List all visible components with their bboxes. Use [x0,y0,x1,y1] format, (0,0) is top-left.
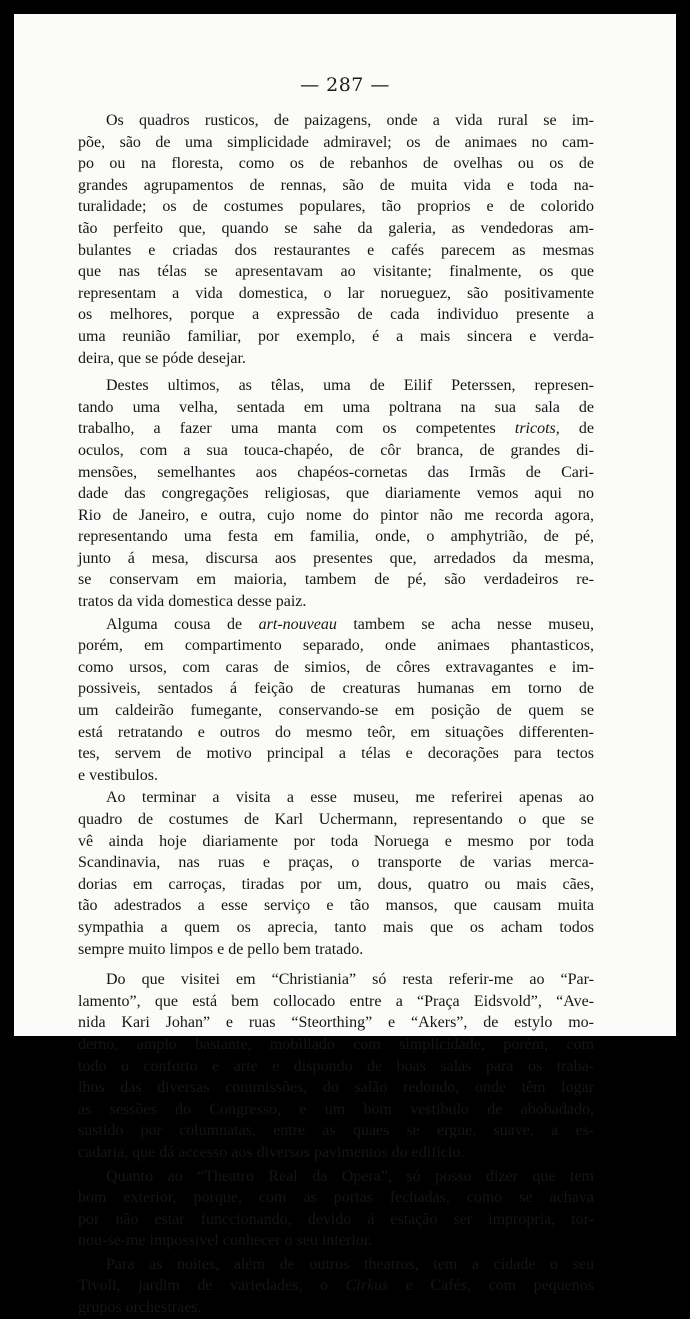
text-line: Os quadros rusticos, de paizagens, onde a vida rural se im- [106,112,594,129]
paragraph [78,1166,594,1252]
text-line: tão adestrados a esse serviço e tão mansos, que causam muita [78,897,594,915]
paragraph [78,787,594,960]
text-line: grandes agrupamentos de rennas, são de muita vida e toda na- [78,176,594,194]
text-line: derno, amplo bastante, mobiliado com simplicidade, porém, com [78,1035,594,1053]
text-line: tando uma velha, sentada em uma poltrana na sua sala de [78,398,594,416]
text-line: bulantes e criadas dos restaurantes e cafés parecem as mesmas [78,241,594,259]
body-text [78,110,594,1319]
text-line: sympathia a quem os aprecia, tanto mais que os acham todos [78,918,594,936]
text-line: oculos, com a sua touca-chapéo, de côr branca, de grandes di- [78,441,594,459]
text-line: os melhores, porque a expressão de cada individuo presente a [78,306,594,324]
text-line: Do que visitei em “Christiania” só resta referir-me ao “Par- [106,971,594,989]
text-line: as sessões do Congresso, e um bom vestibulo de abobadado, [78,1100,594,1118]
text-line: tão perfeito que, quando se sahe da galeria, as vendedoras am- [78,219,594,237]
text-line: junto á mesa, discursa aos presentes que, arredados da mesma, [78,549,594,567]
text-line: Scandinavia, nas ruas e praças, o transporte de varias merca- [78,854,594,872]
text-line: dade das congregações religiosas, que diariamente vemos aqui no [78,485,594,503]
text-line: Quanto ao “Theatro Real da Opera”, só posso dizer que tem [106,1167,594,1185]
text-line: porém, em compartimento separado, onde animaes phantasticos, [78,637,594,655]
text-line: uma reunião familiar, por exemplo, é a mais sincera e verda- [78,327,594,345]
text-line: Para as noites, além de outros theatros, tem a cidade o seu [106,1255,594,1273]
paragraph [78,1254,594,1319]
text-line: põe, são de uma simplicidade admiravel; os de animaes no cam- [78,133,594,151]
text-line: representam a vida domestica, o lar norueguez, são positivamente [78,284,594,302]
text-line: por não estar funccionando, devido á estação ser impropria, tor- [78,1210,594,1228]
text-line: deira, que se póde desejar. [78,349,246,367]
text-line: sustido por columnatas, entre as quaes se ergue, suave, a es- [78,1122,594,1140]
italic-term: tricots, [514,420,560,438]
text-line: turalidade; os de costumes populares, tão proprios e de colorido [78,198,594,216]
text-line: tratos da vida domestica desse paiz. [78,593,307,611]
paragraph [78,375,594,613]
text-line: um caldeirão fumegante, conservando-se em posição de quem se [78,702,594,720]
text-line: está retratando e outros do mesmo teôr, em situações differenten- [78,723,594,741]
text-line: bom exterior, porque, com as portas fechadas, como se achava [78,1189,594,1207]
text-line: representando uma festa em familia, onde, o amphytrião, de pé, [78,528,594,546]
text-line: grupos orchestraes. [78,1299,202,1317]
book-page [14,14,676,1317]
text-line: como ursos, com caras de simios, de côres extravagantes e im- [78,658,594,676]
text-line: tes, servem de motivo principal a télas e decorações para tectos [78,745,594,763]
text-line: Ao terminar a visita a esse museu, me referirei apenas ao [106,789,594,807]
text-line: sempre muito limpos e de pello bem tratado. [78,940,364,958]
paragraph [78,110,594,369]
text-line: e vestibulos. [78,766,158,784]
text-line: que nas télas se apresentavam ao visitante; finalmente, os que [78,263,594,281]
text-line: cadaria, que dá accesso aos diversos pavimentos do edificio. [78,1143,465,1161]
text-line: lhos das diversas commissões, do salão redondo, onde têm logar [78,1079,594,1097]
text-line: Destes ultimos, as têlas, uma de Eilif Peterssen, represen- [106,377,594,395]
paragraph [78,614,594,787]
text-line: quadro de costumes de Karl Uchermann, representando o que se [78,811,594,828]
text-line: nou-se-me impossivel conhecer o seu interior. [78,1232,373,1250]
italic-term: art-nouveau [258,615,337,633]
text-line: se conservam em maioria, tambem de pé, são verdadeiros re- [78,571,594,589]
text-line: lamento”, que está bem collocado entre a “Praça Eidsvold”, “Ave- [78,992,594,1010]
paragraph [78,969,594,1163]
text-line: vê ainda hoje diariamente por toda Noruega e mesmo por toda [78,832,594,850]
text-line: mensões, semelhantes aos chapéos-cornetas das Irmãs de Cari- [78,463,594,481]
text-line: Rio de Janeiro, e outra, cujo nome do pintor não me recorda agora, [78,506,594,524]
text-line: todo o conforto e arte e dispondo de boas salas para os traba- [78,1057,594,1075]
text-line: dorias em carroças, tiradas por um, dous, quatro ou mais cães, [78,875,594,893]
text-line: po ou na floresta, como os de rebanhos de ovelhas ou os de [78,155,594,173]
italic-term: Cirkus [345,1277,389,1295]
text-line: Tivoli, jardim de variedades, o Cirkus e Cafés, com pequenos [78,1277,595,1295]
page-number: — 287 — [300,74,390,96]
text-line: nida Kari Johan” e ruas “Steorthing” e “Akers”, de estylo mo- [78,1014,594,1032]
text-line: Alguma cousa de art-nouveau tambem se acha nesse museu, [106,615,594,633]
text-line: trabalho, a fazer uma manta com os competentes tricots, de [78,420,594,438]
text-line: possiveis, sentados á feição de creaturas humanas em torno de [78,680,594,698]
